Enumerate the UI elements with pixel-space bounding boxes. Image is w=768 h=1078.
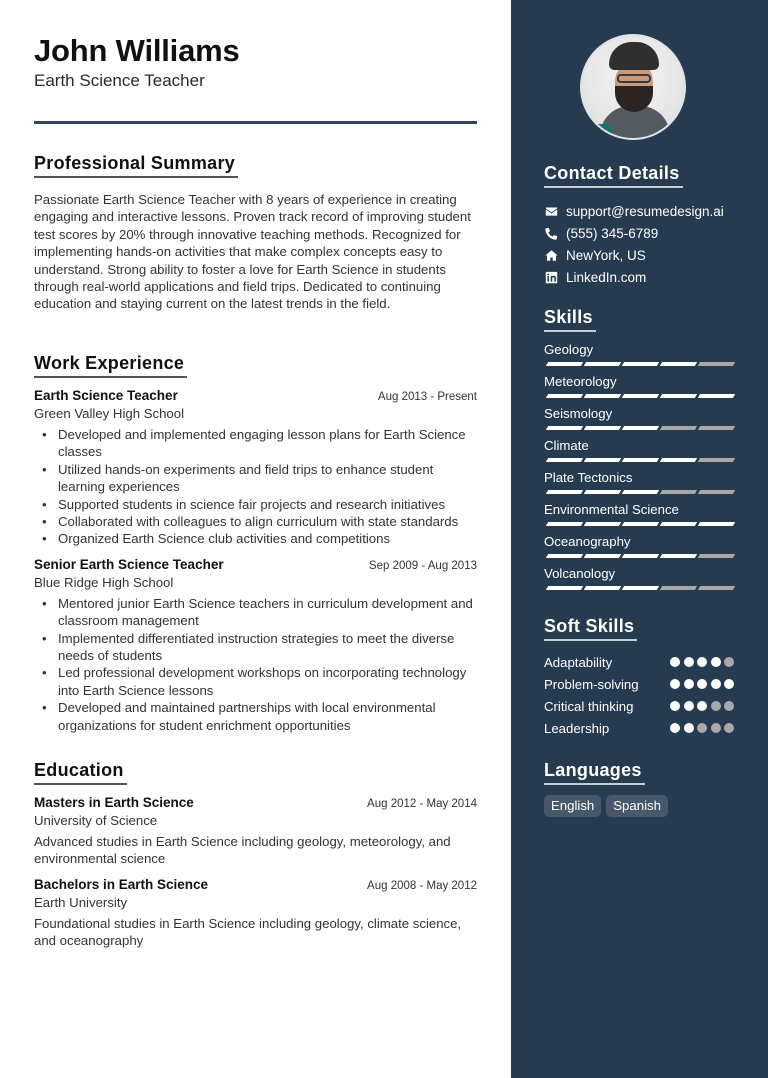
contact-linkedin-text: LinkedIn.com [566, 269, 647, 285]
degree-title: Masters in Earth Science [34, 795, 194, 810]
rating-dot-empty [697, 723, 707, 733]
phone-icon [544, 226, 558, 240]
education-description: Foundational studies in Earth Science including geology, climate science, and oceanography [34, 915, 462, 949]
soft-skills-section [544, 616, 734, 739]
job-bullet: • Developed and implemented engaging lesson plans for Earth Science classes [58, 426, 477, 461]
skill-name: Seismology [544, 406, 613, 421]
section-title-soft-skills: Soft Skills [544, 616, 637, 641]
soft-skill-rating [670, 657, 734, 667]
job-dates: Aug 2013 - Present [377, 391, 477, 403]
contact-phone[interactable] [544, 222, 734, 244]
rating-dot-filled [697, 657, 707, 667]
skill-name: Oceanography [544, 534, 631, 549]
soft-skill-item [544, 651, 734, 673]
job-title: Senior Earth Science Teacher [34, 556, 224, 572]
level-segment-filled [660, 522, 697, 526]
envelope-icon [544, 204, 558, 218]
level-segment-filled [546, 586, 583, 590]
job-bullet: • Mentored junior Earth Science teachers in curriculum development and classroom management [58, 595, 477, 630]
level-segment-filled [622, 458, 659, 462]
rating-dot-filled [684, 701, 694, 711]
skills-section [544, 307, 736, 591]
section-title-summary: Professional Summary [34, 153, 238, 178]
rating-dot-filled [684, 723, 694, 733]
level-segment-filled [546, 554, 583, 558]
rating-dot-filled [684, 679, 694, 689]
level-segment-filled [660, 394, 697, 398]
level-segment-filled [622, 362, 659, 366]
level-segment-filled [660, 554, 697, 558]
section-title-work: Work Experience [34, 353, 187, 378]
job-bullets [34, 426, 477, 548]
job-bullet: • Developed and maintained partnerships with local environmental organizations for student enrichment opportunities [58, 699, 477, 734]
language-chip: English [544, 795, 601, 817]
contact-phone-text: (555) 345-6789 [566, 225, 659, 241]
rating-dot-empty [711, 723, 721, 733]
level-segment-filled [584, 362, 621, 366]
skill-item [544, 342, 736, 367]
level-segment-filled [584, 426, 621, 430]
skill-item [544, 438, 736, 463]
languages-section [544, 760, 734, 817]
skill-level-bar [544, 362, 736, 367]
language-chip: Spanish [606, 795, 668, 817]
skill-item [544, 534, 736, 559]
rating-dot-empty [711, 701, 721, 711]
level-segment-empty [660, 586, 697, 590]
soft-skill-rating [670, 679, 734, 689]
rating-dot-empty [724, 701, 734, 711]
skill-name: Meteorology [544, 374, 617, 389]
level-segment-filled [546, 490, 583, 494]
rating-dot-empty [724, 723, 734, 733]
skill-item [544, 406, 736, 431]
level-segment-empty [698, 426, 735, 430]
level-segment-filled [546, 394, 583, 398]
level-segment-filled [698, 394, 735, 398]
education-entry [34, 795, 477, 868]
soft-skill-rating [670, 723, 734, 733]
skill-name: Climate [544, 438, 589, 453]
job-bullet: • Implemented differentiated instruction strategies to meet the diverse needs of students [58, 630, 477, 665]
rating-dot-filled [670, 723, 680, 733]
skill-item [544, 566, 736, 591]
education-description: Advanced studies in Earth Science including geology, meteorology, and environmental science [34, 834, 451, 867]
soft-skill-item [544, 695, 734, 717]
level-segment-filled [698, 522, 735, 526]
job-title: Earth Science Teacher [34, 388, 178, 403]
rating-dot-filled [711, 679, 721, 689]
contact-linkedin[interactable] [544, 266, 734, 288]
job-entry [34, 557, 477, 734]
job-bullet: • Led professional development workshops on incorporating technology into Earth Science lessons [58, 664, 477, 699]
candidate-name: John Williams [34, 33, 240, 68]
level-segment-filled [546, 426, 583, 430]
skill-item [544, 470, 736, 495]
work-section [34, 353, 477, 734]
skill-level-bar [544, 490, 736, 495]
candidate-role: Earth Science Teacher [34, 71, 205, 90]
job-bullets [34, 595, 477, 734]
sidebar [511, 0, 768, 1078]
skill-level-bar [544, 586, 736, 591]
rating-dot-filled [684, 657, 694, 667]
job-organization: Blue Ridge High School [34, 574, 174, 590]
profile-photo [580, 34, 686, 140]
level-segment-filled [584, 394, 621, 398]
rating-dot-filled [670, 657, 680, 667]
level-segment-filled [584, 490, 621, 494]
rating-dot-filled [697, 679, 707, 689]
level-segment-filled [660, 362, 697, 366]
level-segment-filled [622, 490, 659, 494]
level-segment-filled [622, 522, 659, 526]
contact-location [544, 244, 734, 266]
section-title-skills: Skills [544, 307, 596, 332]
contact-email[interactable] [544, 200, 734, 222]
level-segment-filled [584, 586, 621, 590]
header-divider [34, 121, 477, 124]
skill-name: Geology [544, 342, 594, 357]
soft-skill-item [544, 673, 734, 695]
summary-section [34, 153, 477, 313]
education-dates: Aug 2008 - May 2012 [367, 879, 477, 892]
education-section [34, 760, 477, 950]
summary-text: Passionate Earth Science Teacher with 8 years of experience in creating engaging and interactive lessons. Proven track record of improving student test scores by 20% through innovative teaching methods. Recognized for implementing hands-on activities that make complex concepts easy to understand. Strong ability to foster a love for Earth Science in students through real-world applications and field trips. Dedicated to continuing education and staying current on the latest trends in the field. [34, 192, 471, 312]
education-entry [34, 877, 477, 950]
section-title-languages: Languages [544, 760, 645, 785]
level-segment-filled [622, 554, 659, 558]
skill-level-bar [544, 554, 736, 559]
soft-skill-name: Leadership [544, 720, 610, 736]
contact-location-text: NewYork, US [566, 247, 646, 263]
school-name: Earth University [34, 894, 128, 910]
soft-skill-name: Adaptability [544, 654, 613, 670]
soft-skill-name: Problem-solving [544, 676, 639, 692]
level-segment-filled [660, 458, 697, 462]
rating-dot-filled [724, 679, 734, 689]
skill-item [544, 502, 736, 527]
level-segment-empty [698, 490, 735, 494]
job-entry [34, 388, 477, 548]
skill-name: Volcanology [544, 566, 616, 581]
level-segment-empty [698, 586, 735, 590]
skill-name: Plate Tectonics [544, 470, 633, 485]
soft-skill-item [544, 717, 734, 739]
level-segment-filled [622, 394, 659, 398]
level-segment-filled [584, 554, 621, 558]
level-segment-empty [698, 554, 735, 558]
job-bullet: • Supported students in science fair projects and research initiatives [58, 496, 477, 513]
level-segment-empty [698, 362, 735, 366]
level-segment-filled [546, 458, 583, 462]
skill-level-bar [544, 426, 736, 431]
job-organization: Green Valley High School [34, 406, 185, 421]
level-segment-filled [584, 522, 621, 526]
level-segment-empty [660, 490, 697, 494]
level-segment-filled [584, 458, 621, 462]
job-bullet: • Organized Earth Science club activities and competitions [58, 530, 477, 547]
school-name: University of Science [34, 813, 158, 828]
level-segment-filled [622, 586, 659, 590]
job-dates: Sep 2009 - Aug 2013 [368, 559, 477, 572]
contact-section [544, 163, 734, 288]
rating-dot-filled [670, 679, 680, 689]
job-bullet: • Collaborated with colleagues to align curriculum with state standards [58, 513, 477, 530]
degree-title: Bachelors in Earth Science [34, 876, 209, 892]
skill-name: Environmental Science [544, 502, 679, 517]
contact-email-text: support@resumedesign.ai [566, 203, 724, 219]
section-title-education: Education [34, 760, 127, 785]
soft-skill-name: Critical thinking [544, 698, 634, 714]
job-bullet: • Utilized hands-on experiments and field trips to enhance student learning experiences [58, 461, 477, 496]
skill-item [544, 374, 736, 399]
level-segment-filled [546, 362, 583, 366]
level-segment-empty [660, 426, 697, 430]
section-title-contact: Contact Details [544, 163, 683, 188]
skill-level-bar [544, 522, 736, 527]
rating-dot-filled [697, 701, 707, 711]
skill-level-bar [544, 458, 736, 463]
skill-level-bar [544, 394, 736, 399]
linkedin-icon [544, 270, 558, 284]
rating-dot-filled [711, 657, 721, 667]
soft-skill-rating [670, 701, 734, 711]
home-icon [544, 248, 558, 262]
level-segment-empty [698, 458, 735, 462]
level-segment-filled [546, 522, 583, 526]
rating-dot-empty [724, 657, 734, 667]
education-dates: Aug 2012 - May 2014 [367, 798, 477, 810]
rating-dot-filled [670, 701, 680, 711]
level-segment-filled [622, 426, 659, 430]
